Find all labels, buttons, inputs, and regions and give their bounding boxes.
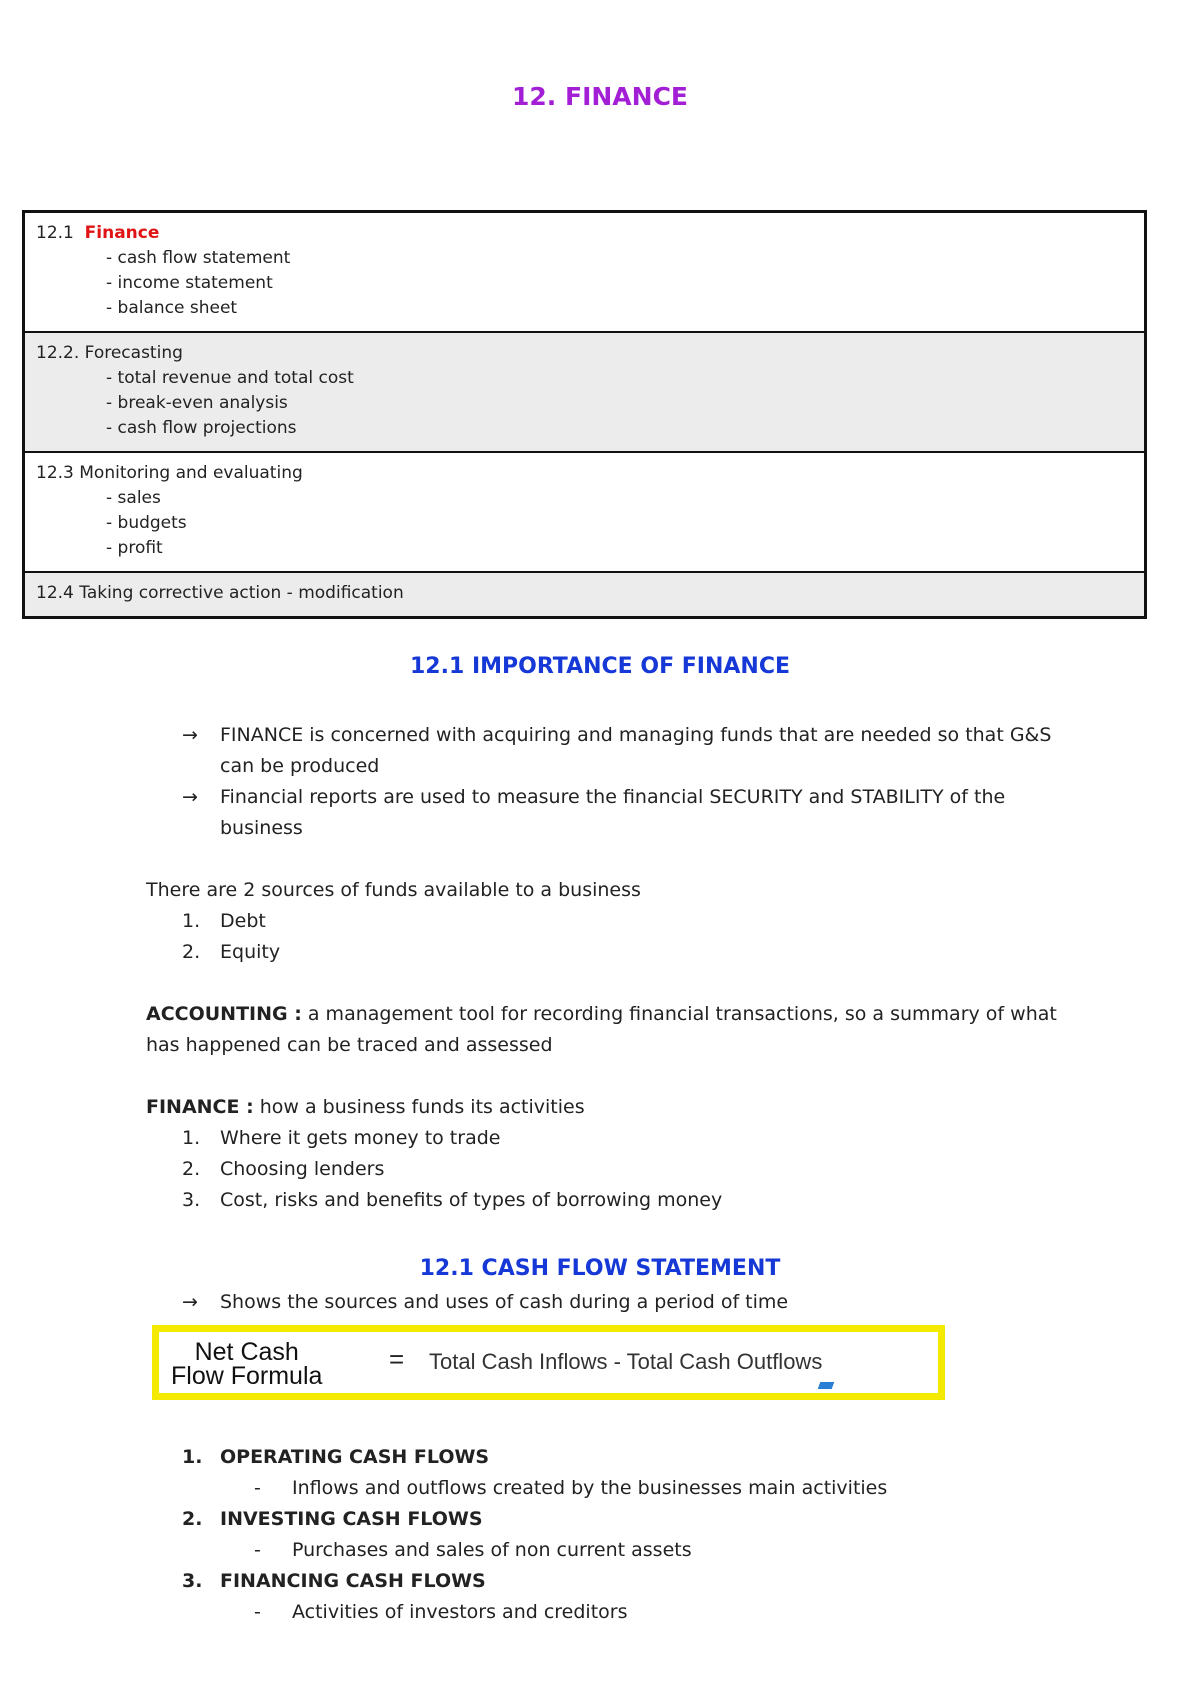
- list-item-text: Cost, risks and benefits of types of borrowing money: [220, 1189, 723, 1211]
- list-item-text: Where it gets money to trade: [220, 1127, 501, 1149]
- dash-marker: -: [254, 1477, 261, 1499]
- section-heading-importance: 12.1 IMPORTANCE OF FINANCE: [410, 654, 790, 679]
- toc-row-forecasting: [25, 333, 1144, 453]
- bullet-text: FINANCE is concerned with acquiring and managing funds that are needed so that G&S can be produced: [220, 724, 1052, 777]
- bullet-text: Financial reports are used to measure the financial SECURITY and STABILITY of the business: [220, 786, 1006, 839]
- list-number: 2.: [182, 1508, 203, 1530]
- cursor-mark-icon: [818, 1382, 835, 1389]
- flow-type-desc-text: Inflows and outflows created by the businesses main activities: [292, 1477, 888, 1499]
- flow-type-item: [146, 1442, 1076, 1473]
- sources-intro: There are 2 sources of funds available to a business: [146, 879, 641, 901]
- toc-heading: Finance: [84, 223, 160, 243]
- dash-marker: -: [254, 1601, 261, 1623]
- list-item: 2. Choosing lenders: [182, 1158, 385, 1180]
- list-item: 2. Equity: [182, 941, 281, 963]
- cash-flow-bullet-block: [146, 1287, 1076, 1318]
- toc-item: - cash flow statement: [106, 248, 291, 268]
- net-cash-flow-formula: [152, 1325, 945, 1400]
- definition-text: how a business funds its activities: [259, 1096, 585, 1118]
- toc-row-corrective-action: [25, 573, 1144, 616]
- formula-label-line: Flow Formula: [171, 1362, 323, 1390]
- finance-definition: [146, 1092, 1076, 1123]
- toc-heading: 12.3 Monitoring and evaluating: [36, 463, 303, 483]
- list-number: 1.: [182, 1446, 203, 1468]
- formula-expression: Total Cash Inflows - Total Cash Outflows: [429, 1349, 823, 1374]
- bullet-item: [146, 782, 1076, 844]
- flow-type-desc-text: Activities of investors and creditors: [292, 1601, 628, 1623]
- toc-item: - total revenue and total cost: [106, 368, 354, 388]
- section-heading-cash-flow: 12.1 CASH FLOW STATEMENT: [419, 1256, 781, 1281]
- toc-item: - break-even analysis: [106, 393, 288, 413]
- bullet-text: Shows the sources and uses of cash during a period of time: [220, 1291, 789, 1313]
- arrow-icon: →: [182, 724, 198, 746]
- cash-flow-types: [146, 1442, 1076, 1628]
- flow-type-title: INVESTING CASH FLOWS: [220, 1508, 483, 1530]
- arrow-icon: →: [182, 1291, 198, 1313]
- toc-row-finance: [25, 213, 1144, 333]
- toc-number: 12.1: [36, 223, 74, 243]
- toc-item: - sales: [106, 488, 161, 508]
- flow-type-desc-text: Purchases and sales of non current assets: [292, 1539, 692, 1561]
- definition-text: a management tool for recording financial transactions, so a summary of what has happened can be traced and assessed: [146, 1003, 1057, 1056]
- toc-heading: 12.2. Forecasting: [36, 343, 183, 363]
- importance-body: [146, 720, 1076, 1216]
- toc-row-monitoring: [25, 453, 1144, 573]
- bullet-item: [146, 1287, 1076, 1318]
- toc-heading: 12.4 Taking corrective action - modification: [36, 583, 404, 603]
- flow-type-title: OPERATING CASH FLOWS: [220, 1446, 490, 1468]
- list-item: 1. Debt: [182, 910, 266, 932]
- toc-item: - balance sheet: [106, 298, 238, 318]
- bullet-item: [146, 720, 1076, 782]
- formula-label: [171, 1340, 322, 1388]
- toc-item: - profit: [106, 538, 163, 558]
- flow-type-item: [146, 1504, 1076, 1535]
- equals-sign: =: [389, 1344, 405, 1374]
- toc-item: - income statement: [106, 273, 273, 293]
- page-title: 12. FINANCE: [512, 82, 688, 111]
- flow-type-title: FINANCING CASH FLOWS: [220, 1570, 486, 1592]
- list-item-text: Equity: [220, 941, 281, 963]
- flow-type-desc: [146, 1473, 1076, 1504]
- dash-marker: -: [254, 1539, 261, 1561]
- accounting-definition: [146, 999, 1076, 1061]
- flow-type-item: [146, 1566, 1076, 1597]
- list-item: 1. Where it gets money to trade: [182, 1127, 501, 1149]
- list-item-text: Choosing lenders: [220, 1158, 385, 1180]
- term: ACCOUNTING :: [146, 1003, 302, 1025]
- arrow-icon: →: [182, 786, 198, 808]
- flow-type-desc: [146, 1535, 1076, 1566]
- list-item-text: Debt: [220, 910, 266, 932]
- formula-label-line: Net Cash: [194, 1338, 299, 1366]
- flow-type-desc: [146, 1597, 1076, 1628]
- toc-item: - cash flow projections: [106, 418, 297, 438]
- term: FINANCE :: [146, 1096, 254, 1118]
- list-number: 3.: [182, 1570, 203, 1592]
- contents-table: [22, 210, 1147, 619]
- toc-item: - budgets: [106, 513, 187, 533]
- list-item: 3. Cost, risks and benefits of types of borrowing money: [182, 1189, 723, 1211]
